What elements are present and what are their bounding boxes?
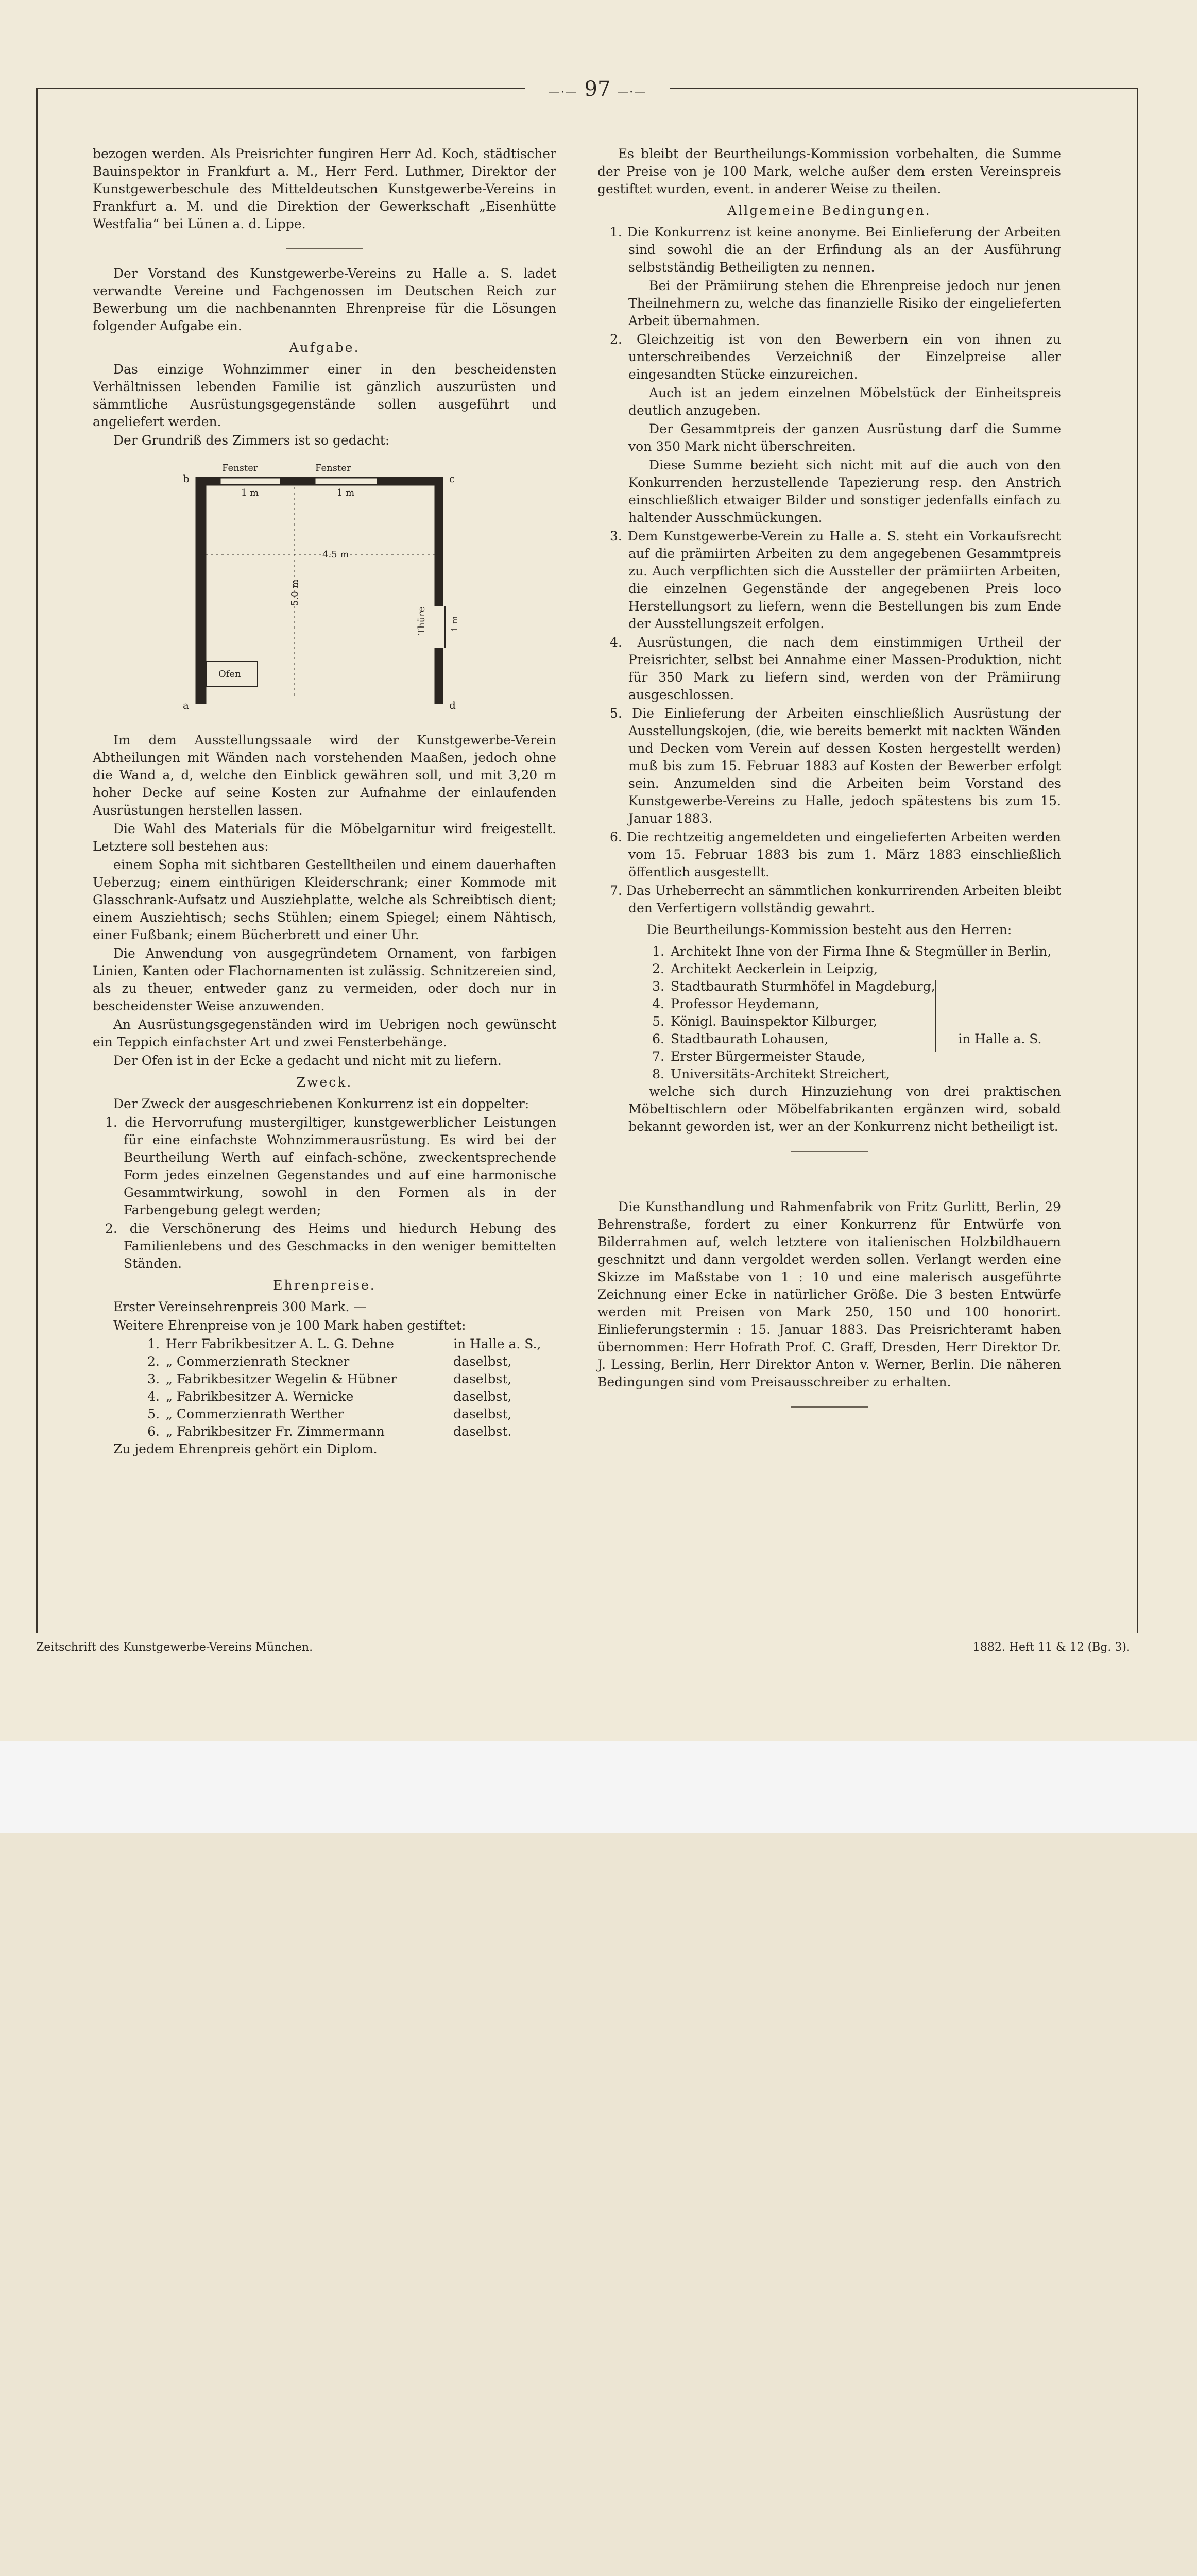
jury-number: 5. (652, 1014, 664, 1029)
paragraph: welche sich durch Hinzuziehung von drei praktischen Möbeltischlern oder Möbelfabrikanten ergänzen wird, sobald bekannt geworden ist, wer an der Konkurrenz nicht betheiligt ist. (628, 1084, 1061, 1134)
jury-name: Architekt Aeckerlein in Leipzig, (671, 961, 878, 976)
paragraph: bezogen werden. Als Preisrichter fungiren Herr Ad. Koch, städtischer Bauinspektor in Frankfurt a. M., Herr Ferd. Luthmer, Direktor der Kunstgewerbeschule des Mitteldeutschen Kunstgewerbe-Vereins in Frankfurt a. M. und die Direktion der Gewerkschaft „Eisenhütte Westfalia“ bei Lünen a. d. Lippe. (93, 146, 556, 231)
donor-row (93, 1388, 556, 1405)
paragraph: Zu jedem Ehrenpreis gehört ein Diplom. (113, 1442, 378, 1456)
paragraph: Die Kunsthandlung und Rahmenfabrik von Fritz Gurlitt, Berlin, 29 Behrenstraße, fordert zu einer Konkurrenz für Entwürfe von Bilderrahmen auf, welch letztere von italienischen Holzbildhauern geschnitzt und dann vergoldet werden sollen. Verlangt werden eine Skizze im Maßstabe von 1 : 10 und eine malerisch ausgeführte Zeichnung einer Ecke in natürlicher Größe. Die 3 besten Entwürfe werden mit Preisen von Mark 250, 150 und 100 honorirt. Einlieferungstermin : 15. Januar 1883. Das Preisrichteramt haben übernommen: Herr Hofrath Prof. C. Graff, Dresden, Herr Direktor Dr. J. Lessing, Berlin, Herr Direktor Anton v. Werner, Berlin. Die näheren Bedingungen sind vom Preisausschreiber zu erhalten. (597, 1199, 1061, 1389)
paragraph: Bei der Prämiirung stehen die Ehrenpreise jedoch nur jenen Theilnehmern zu, welche das finanzielle Risiko der eingelieferten Arbeit übernahmen. (628, 278, 1061, 328)
label-room-width: 4.5 m (322, 549, 349, 560)
donor-name: „ Fabrikbesitzer Wegelin & Hübner (166, 1371, 397, 1386)
paragraph: Der Zweck der ausgeschriebenen Konkurrenz ist ein doppelter: (113, 1096, 529, 1111)
jury-row (597, 1013, 1061, 1030)
list-item: 2. die Verschönerung des Heims und hiedurch Hebung des Familienlebens und des Geschmacks in den weniger bemittelten Ständen. (105, 1221, 556, 1271)
list-item: 5. Die Einlieferung der Arbeiten einschließlich Ausrüstung der Ausstellungskojen, (die, wie bereits bemerkt mit nackten Wänden und Decken vom Verein auf dessen Kosten hergestellt werden) muß bis zum 15. Februar 1883 auf Kosten der Bewerber erfolgt sein. Anzumelden sind die Arbeiten beim Vorstand des Kunstgewerbe-Vereins zu Halle, jedoch spätestens bis zum 15. Januar 1883. (610, 706, 1061, 826)
heading-zweck: Zweck. (296, 1075, 353, 1090)
jury-list (597, 943, 1061, 1083)
ornament-right: —·— (617, 86, 647, 99)
list-item: 1. Die Konkurrenz ist keine anonyme. Bei Einlieferung der Arbeiten sind sowohl die an der Erfindung als an der Ausführung selbstständig Betheiligten zu nennen. (610, 225, 1061, 275)
paragraph: Die Wahl des Materials für die Möbelgarnitur wird freigestellt. Letztere soll bestehen aus: (93, 821, 556, 854)
jury-row (597, 995, 1061, 1013)
donor-number: 6. (147, 1424, 160, 1439)
corner-a: a (183, 699, 189, 711)
corner-c: c (449, 472, 455, 485)
donor-number: 1. (147, 1336, 160, 1351)
donor-name: „ Fabrikbesitzer Fr. Zimmermann (166, 1424, 385, 1439)
jury-number: 8. (652, 1066, 664, 1081)
ornament-left: —·— (548, 86, 578, 99)
jury-row (597, 978, 1061, 995)
heading-ehrenpreise: Ehrenpreise. (273, 1278, 376, 1293)
paragraph: einem Sopha mit sichtbaren Gestelltheilen und einem dauerhaften Ueberzug; einem einthürigen Kleiderschrank; einer Kommode mit Glasschrank-Aufsatz und Ausziehplatte, welche als Schreibtisch dient; einem Ausziehtisch; sechs Stühlen; einem Spiegel; einem Nähtisch, einer Fußbank; einem Bücherbrett und einer Uhr. (93, 857, 556, 942)
paragraph: Das einzige Wohnzimmer einer in den bescheidensten Verhältnissen lebenden Familie ist gänzlich auszurüsten und sämmtliche Ausrüstungsgegenstände sollen ausgeführt und angeliefert werden. (93, 362, 556, 429)
jury-row (597, 960, 1061, 978)
label-fenster-2: Fenster (315, 463, 351, 473)
paragraph: Weitere Ehrenpreise von je 100 Mark haben gestiftet: (113, 1318, 466, 1333)
wall-left (196, 477, 206, 704)
donor-list (93, 1335, 556, 1440)
list-item: 1. die Hervorrufung mustergiltiger, kunstgewerblicher Leistungen für eine einfachste Wohnzimmerausrüstung. Es wird bei der Beurtheilung Werth auf einfach-schöne, zweckentsprechende Form jedes einzelnen Gegenstandes und auf eine harmonische Gesammtwirkung, sowohl in den Formen als in der Farbengebung gelegt werden; (105, 1115, 556, 1217)
label-ofen: Ofen (218, 669, 241, 680)
donor-place: daselbst, (453, 1406, 512, 1421)
donor-number: 5. (147, 1406, 160, 1421)
right-column (597, 145, 1061, 1423)
page-number-text: 97 (584, 77, 611, 101)
heading-aufgabe: Aufgabe. (289, 340, 360, 355)
list-item: 4. Ausrüstungen, die nach dem einstimmigen Urtheil der Preisrichter, selbst bei Annahme einer Massen-Produktion, nicht für 350 Mark zu liefern sind, werden von der Prämiirung ausgeschlossen. (610, 635, 1061, 702)
separator (286, 248, 363, 249)
footer-journal: Zeitschrift des Kunstgewerbe-Vereins München. (36, 1641, 313, 1654)
jury-name: Erster Bürgermeister Staude, (671, 1049, 865, 1064)
heading-bedingungen: Allgemeine Bedingungen. (727, 203, 931, 218)
separator (791, 1151, 868, 1152)
jury-row (597, 1030, 1061, 1048)
list-item: 6. Die rechtzeitig angemeldeten und eingelieferten Arbeiten werden vom 15. Februar 1883 bis zum 1. März 1883 einschließlich öffentlich ausgestellt. (610, 829, 1061, 879)
donor-row (93, 1370, 556, 1388)
jury-number: 1. (652, 944, 664, 959)
jury-row (597, 1048, 1061, 1065)
label-room-depth: 5.0 m (289, 579, 300, 606)
floor-plan-drawing (93, 456, 556, 724)
jury-name: Stadtbaurath Lohausen, (671, 1031, 829, 1046)
paragraph: Die Beurtheilungs-Kommission besteht aus den Herren: (646, 922, 1012, 937)
donor-name: „ Fabrikbesitzer A. Wernicke (166, 1389, 354, 1404)
paragraph: An Ausrüstungsgegenständen wird im Uebrigen noch gewünscht ein Teppich einfachster Art und zwei Fensterbehänge. (93, 1017, 556, 1049)
label-window-width-2: 1 m (337, 487, 355, 498)
page-number (525, 77, 670, 101)
donor-number: 3. (147, 1371, 160, 1386)
paragraph: Die Anwendung von ausgegründetem Ornament, von farbigen Linien, Kanten oder Flachornamenten ist zulässig. Schnitzereien sind, als zu theuer, entweder ganz zu vermeiden, oder doch nur in bescheidenster Weise anzuwenden. (93, 946, 556, 1013)
floor-plan (93, 456, 556, 724)
jury-place: in Halle a. S. (958, 1031, 1042, 1046)
donor-number: 2. (147, 1354, 160, 1369)
jury-number: 2. (652, 961, 664, 976)
window-2 (315, 478, 377, 484)
separator (791, 1406, 868, 1408)
jury-name: Universitäts-Architekt Streichert, (671, 1066, 890, 1081)
donor-row (93, 1353, 556, 1370)
paragraph: Auch ist an jedem einzelnen Möbelstück der Einheitspreis deutlich anzugeben. (628, 385, 1061, 418)
corner-b: b (183, 472, 190, 485)
jury-number: 7. (652, 1049, 664, 1064)
paragraph: Diese Summe bezieht sich nicht mit auf die auch von den Konkurrenden herzustellende Tapezierung resp. den Anstrich einschließlich etwaiger Bilder und sonstiger jedenfalls einfach zu haltender Ausschmückungen. (628, 457, 1061, 525)
jury-number: 3. (652, 979, 664, 994)
label-fenster-1: Fenster (222, 463, 258, 473)
paragraph: Erster Vereinsehrenpreis 300 Mark. — (113, 1299, 367, 1314)
label-window-width-1: 1 m (241, 487, 259, 498)
paragraph: Der Ofen ist in der Ecke a gedacht und nicht mit zu liefern. (113, 1053, 502, 1068)
jury-name: Stadtbaurath Sturmhöfel in Magdeburg, (671, 979, 935, 994)
paragraph: Der Gesammtpreis der ganzen Ausrüstung darf die Summe von 350 Mark nicht überschreiten. (628, 421, 1061, 454)
donor-name: „ Commerzienrath Werther (166, 1406, 344, 1421)
donor-place: in Halle a. S., (453, 1336, 541, 1351)
paragraph: Der Vorstand des Kunstgewerbe-Vereins zu Halle a. S. ladet verwandte Vereine und Fachgenossen im Deutschen Reich zur Bewerbung um die nachbenannten Ehrenpreise für die Lösungen folgender Aufgabe ein. (93, 266, 556, 333)
footer-issue: 1882. Heft 11 & 12 (Bg. 3). (972, 1641, 1130, 1654)
brace (935, 980, 939, 1052)
list-item: 3. Dem Kunstgewerbe-Verein zu Halle a. S. steht ein Vorkaufsrecht auf die prämiirten Arbeiten zu dem angegebenen Gesammtpreis zu. Auch verpflichten sich die Aussteller der prämiirten Arbeiten, die einzelnen Gegenstände der angegebenen Preis loco Herstellungsort zu liefern, wenn die Bestellungen bis zum Ende der Ausstellungszeit erfolgen. (610, 529, 1061, 631)
donor-name: „ Commerzienrath Steckner (166, 1354, 350, 1369)
donor-place: daselbst. (453, 1424, 512, 1439)
wall-right-lower (435, 648, 443, 704)
donor-place: daselbst, (453, 1389, 512, 1404)
paragraph: Der Grundriß des Zimmers ist so gedacht: (113, 433, 390, 448)
jury-number: 4. (652, 996, 664, 1011)
wall-right-upper (435, 477, 443, 606)
spacer (597, 1167, 1061, 1198)
jury-row (597, 1065, 1061, 1083)
label-door-width: 1 m (450, 616, 459, 632)
donor-number: 4. (147, 1389, 160, 1404)
donor-place: daselbst, (453, 1354, 512, 1369)
jury-number: 6. (652, 1031, 664, 1046)
corner-d: d (449, 699, 456, 711)
donor-row (93, 1405, 556, 1423)
donor-row (93, 1335, 556, 1353)
list-item: 2. Gleichzeitig ist von den Bewerbern ein von ihnen zu unterschreibendes Verzeichniß der Einzelpreise aller eingesandten Stücke einzureichen. (610, 332, 1061, 382)
paragraph: Es bleibt der Beurtheilungs-Kommission vorbehalten, die Summe der Preise von je 100 Mark, welche außer dem ersten Vereinspreis gestiftet wurden, event. in anderer Weise zu theilen. (597, 146, 1061, 196)
jury-name: Königl. Bauinspektor Kilburger, (671, 1014, 877, 1029)
window-1 (220, 478, 280, 484)
list-item: 7. Das Urheberrecht an sämmtlichen konkurrirenden Arbeiten bleibt den Verfertigern vollständig gewahrt. (610, 883, 1061, 916)
jury-row (597, 943, 1061, 960)
jury-name: Architekt Ihne von der Firma Ihne & Stegmüller in Berlin, (671, 944, 1052, 959)
paragraph: Im dem Ausstellungssaale wird der Kunstgewerbe-Verein Abtheilungen mit Wänden nach vorstehenden Maaßen, jedoch ohne die Wand a, d, welche den Einblick gewähren soll, und mit 3,20 m hoher Decke auf seine Kosten zur Aufnahme der einlaufenden Ausrüstungen herstellen lassen. (93, 733, 556, 818)
jury-name: Professor Heydemann, (671, 996, 819, 1011)
donor-row (93, 1423, 556, 1440)
left-column (93, 145, 556, 1459)
donor-name: Herr Fabrikbesitzer A. L. G. Dehne (166, 1336, 394, 1351)
digitization-bar (0, 1741, 1197, 1833)
donor-place: daselbst, (453, 1371, 512, 1386)
label-door: Thüre (416, 606, 427, 635)
